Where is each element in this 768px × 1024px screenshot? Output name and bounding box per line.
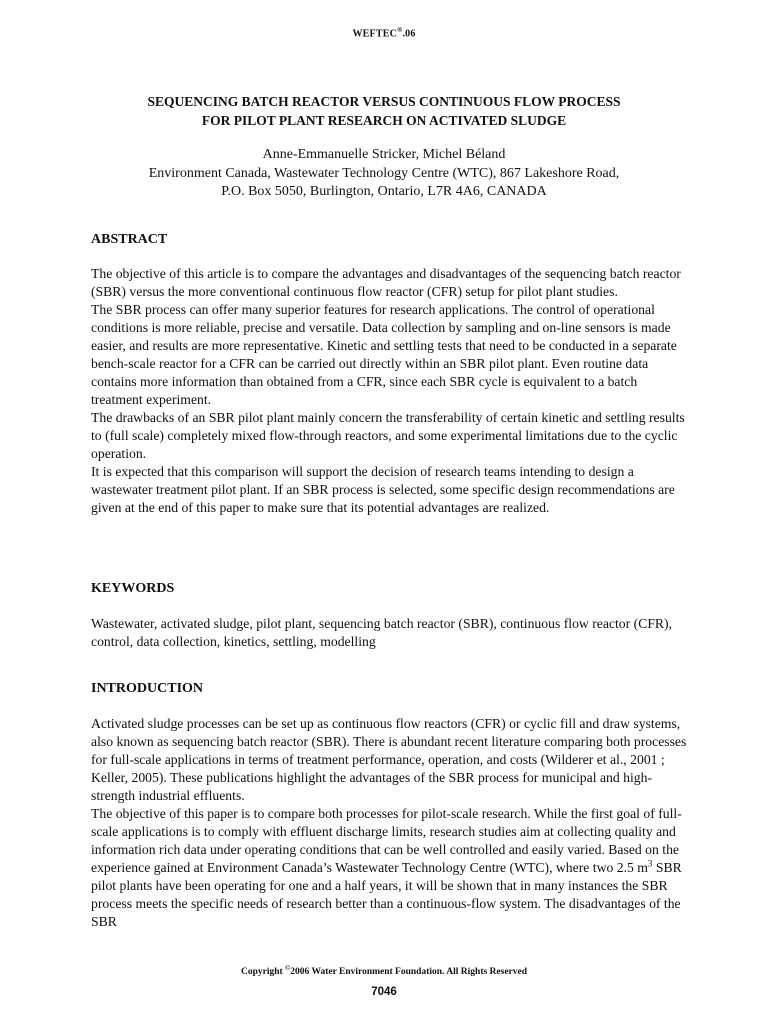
title-line-2: FOR PILOT PLANT RESEARCH ON ACTIVATED SLUDGE xyxy=(201,113,567,128)
keywords-text: Wastewater, activated sludge, pilot plant, sequencing batch reactor (SBR), continuous flow reactor (CFR), control, data collection, kinetics, settling, modelling xyxy=(91,616,673,649)
copyright-mark: © xyxy=(285,964,291,972)
author-names: Anne-Emmanuelle Stricker, Michel Béland xyxy=(262,147,506,162)
introduction-paragraph-1: Activated sludge processes can be set up as continuous flow reactors (CFR) or cyclic fill and draw systems, also known as sequencing batch reactor (SBR). There is abundant recent literature comparing both processes for full-scale applications in terms of treatment performance, operation, and costs (Wilderer et al., 2001 ; Keller, 2005). These publications highlight the advantages of the SBR process for municipal and high-strength industrial effluents. xyxy=(91,716,687,803)
copyright-text: 2006 Water Environment Foundation. All Rights Reserved xyxy=(290,967,528,978)
copyright-prefix: Copyright xyxy=(240,967,286,978)
keywords-heading: KEYWORDS xyxy=(91,581,175,596)
abstract-heading: ABSTRACT xyxy=(91,232,168,247)
paper-title xyxy=(60,92,708,130)
introduction-paragraph-2 xyxy=(91,805,691,931)
introduction-body xyxy=(91,715,691,931)
author-block xyxy=(60,146,708,202)
introduction-heading: INTRODUCTION xyxy=(91,681,204,696)
conference-name: WEFTEC xyxy=(352,28,397,40)
copyright-notice xyxy=(0,964,768,977)
page-number: 7046 xyxy=(371,986,397,998)
abstract-body xyxy=(91,265,691,517)
title-line-1: SEQUENCING BATCH REACTOR VERSUS CONTINUOUS FLOW PROCESS xyxy=(147,94,621,109)
intro-text-before-unit: The objective of this paper is to compare both processes for pilot-scale research. While the first goal of full-scale applications is to comply with effluent discharge limits, research studies aim at collecting quality and information rich data under operating conditions that can be well controlled and easily varied. Based on the experience gained at Environment Canada’s Wastewater Technology Centre (WTC), where two 2.5 m xyxy=(91,806,682,875)
affiliation-line-2: P.O. Box 5050, Burlington, Ontario, L7R 4A6, CANADA xyxy=(221,184,547,199)
keywords-body xyxy=(91,615,691,651)
abstract-paragraph: The SBR process can offer many superior features for research applications. The control of operational conditions is more reliable, precise and versatile. Data collection by sampling and on-line sensors is made easier, and results are more representative. Kinetic and settling tests that need to be conducted in a separate bench-scale reactor for a CFR can be carried out directly within an SBR pilot plant. Even routine data contains more information than obtained from a CFR, since each SBR cycle is equivalent to a batch treatment experiment. xyxy=(91,302,677,407)
abstract-paragraph: It is expected that this comparison will support the decision of research teams intending to design a wastewater treatment pilot plant. If an SBR process is selected, some specific design recommendations are given at the end of this paper to make sure that its potential advantages are realized. xyxy=(91,464,675,515)
affiliation-line-1: Environment Canada, Wastewater Technology Centre (WTC), 867 Lakeshore Road, xyxy=(148,165,620,181)
running-header xyxy=(0,26,768,39)
abstract-paragraph: The objective of this article is to compare the advantages and disadvantages of the sequencing batch reactor (SBR) versus the more conventional continuous flow reactor (CFR) setup for pilot plant studies. xyxy=(91,266,681,299)
abstract-paragraph: The drawbacks of an SBR pilot plant mainly concern the transferability of certain kinetic and settling results to (full scale) completely mixed flow-through reactors, and some experimental limitations due to the cyclic operation. xyxy=(91,410,685,461)
cubic-superscript: 3 xyxy=(647,858,653,869)
intro-text-after-unit: SBR pilot plants have been operating for one and a half years, it will be shown that in many instances the SBR process meets the specific needs of research better than a continuous-flow system. The disadvantages of the SBR xyxy=(91,860,682,929)
registered-mark: ® xyxy=(397,26,403,34)
conference-year: .06 xyxy=(402,28,416,40)
